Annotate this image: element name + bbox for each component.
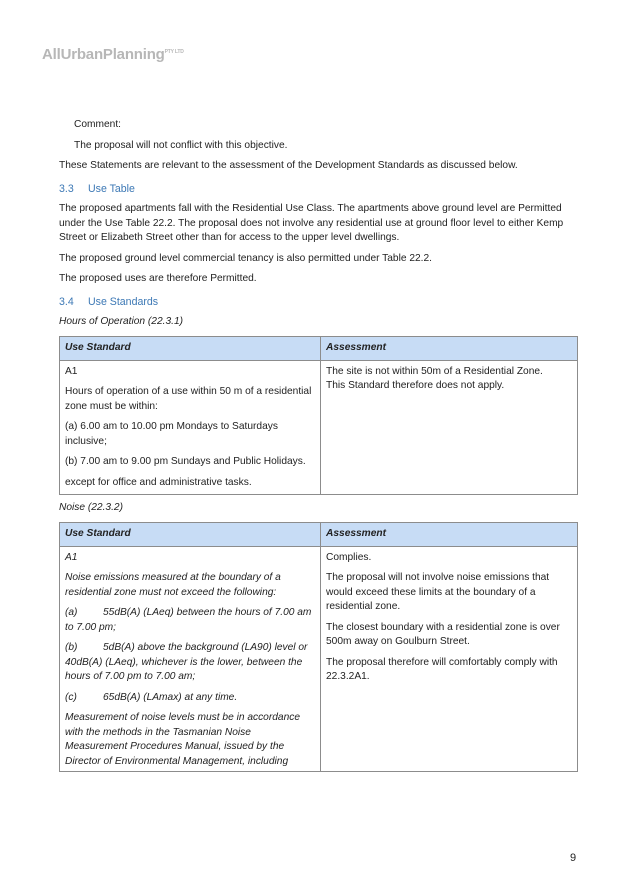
column-header-use-standard: Use Standard <box>60 336 321 360</box>
hours-caption: Hours of Operation (22.3.1) <box>59 316 184 327</box>
item-label: (b) <box>65 642 78 653</box>
standard-item-a <box>65 606 315 635</box>
standard-text: (b) 7.00 am to 9.00 pm Sundays and Public Holidays. <box>65 456 306 467</box>
section-title: Use Table <box>88 182 135 195</box>
use-standard-cell <box>60 546 321 772</box>
assessment-text: The closest boundary with a residential zone is over 500m away on Goulburn Street. <box>326 621 560 647</box>
standard-text: Measurement of noise levels must be in accordance with the methods in the Tasmanian Noise Measurement Procedures Manual, issued by the Director of Environmental Management, including <box>65 712 300 767</box>
logo-text: AllUrbanPlanning <box>42 46 165 63</box>
use-table-paragraph-3: The proposed uses are therefore Permitted. <box>59 273 257 284</box>
table-row <box>60 360 578 495</box>
assessment-cell <box>321 360 578 495</box>
column-header-use-standard: Use Standard <box>60 522 321 546</box>
logo-suffix: PTY LTD <box>164 49 184 55</box>
standard-ref: A1 <box>65 365 78 377</box>
assessment-text: Complies. <box>326 551 372 563</box>
table-header-row <box>60 522 578 546</box>
document-body <box>59 118 579 778</box>
table-header-row <box>60 336 578 360</box>
standard-text: Hours of operation of a use within 50 m of a residential zone must be within: <box>65 386 312 412</box>
company-logo <box>42 46 184 63</box>
statement-paragraph: These Statements are relevant to the assessment of the Development Standards as discussed below. <box>59 160 518 171</box>
item-label: (a) <box>65 607 78 618</box>
table-row <box>60 546 578 772</box>
section-title: Use Standards <box>88 295 159 308</box>
standard-item-b <box>65 641 315 685</box>
column-header-assessment: Assessment <box>321 522 578 546</box>
assessment-text: This Standard therefore does not apply. <box>326 380 505 391</box>
assessment-cell <box>321 546 578 772</box>
standard-text: Noise emissions measured at the boundary of a residential zone must not exceed the following: <box>65 572 281 598</box>
page-number: 9 <box>570 852 577 864</box>
item-text: 65dB(A) (LAmax) at any time. <box>103 691 238 703</box>
column-header-assessment: Assessment <box>321 336 578 360</box>
section-number: 3.4 <box>59 295 74 308</box>
assessment-text: The proposal will not involve noise emissions that would exceed these limits at the boundary of a residential zone. <box>326 572 550 612</box>
comment-text: The proposal will not conflict with this objective. <box>74 139 288 151</box>
use-standard-cell <box>60 360 321 495</box>
use-table-paragraph-1: The proposed apartments fall with the Residential Use Class. The apartments above ground level are Permitted under the Use Table 22.2. The proposal does not involve any residential use at ground floor level to either Kemp Street or Elizabeth Street other than for access to the upper level dwellings. <box>59 203 564 243</box>
item-label: (c) <box>65 691 77 703</box>
standard-ref: A1 <box>65 551 78 563</box>
noise-table <box>59 522 578 773</box>
use-table-paragraph-2: The proposed ground level commercial tenancy is also permitted under Table 22.2. <box>59 252 432 264</box>
section-heading-3-3 <box>59 182 579 197</box>
item-text: 55dB(A) (LAeq) between the hours of 7.00 am to 7.00 pm; <box>65 607 312 633</box>
comment-label: Comment: <box>74 119 121 130</box>
assessment-text: The site is not within 50m of a Residential Zone. <box>326 365 543 377</box>
section-heading-3-4 <box>59 295 579 310</box>
assessment-text: The proposal therefore will comfortably comply with 22.3.2A1. <box>326 656 558 682</box>
standard-item-c <box>65 691 315 706</box>
standard-text: (a) 6.00 am to 10.00 pm Mondays to Saturdays inclusive; <box>65 421 278 447</box>
item-text: 5dB(A) above the background (LA90) level or 40dB(A) (LAeq), whichever is the lower, between the hours of 7.00 pm to 7.00 am; <box>65 642 308 682</box>
hours-of-operation-table <box>59 336 578 496</box>
noise-caption: Noise (22.3.2) <box>59 502 123 513</box>
standard-text: except for office and administrative tasks. <box>65 476 252 488</box>
section-number: 3.3 <box>59 182 74 195</box>
